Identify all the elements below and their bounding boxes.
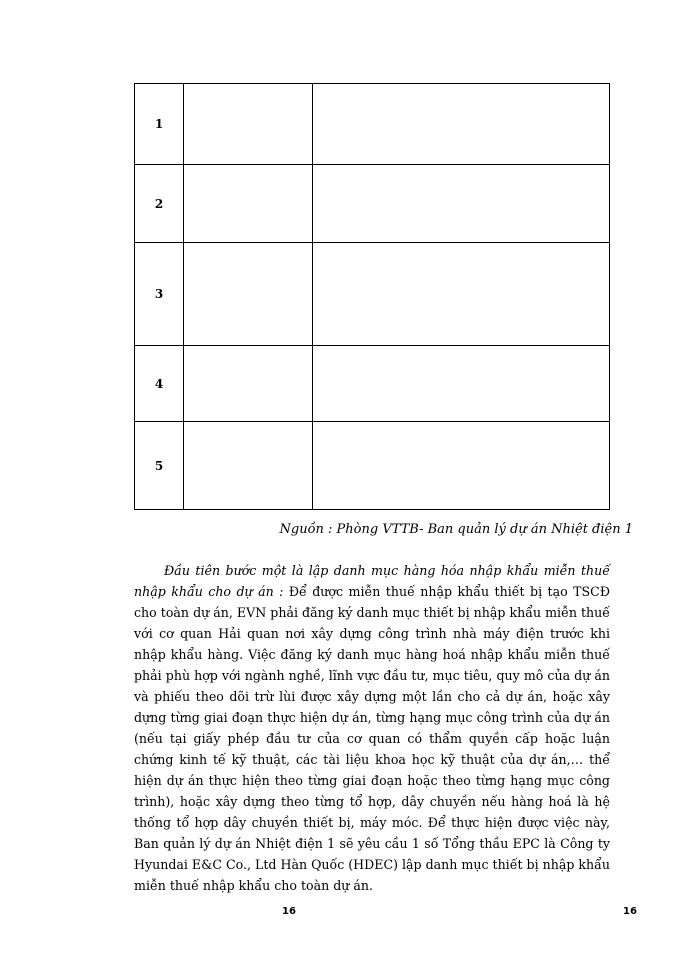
row-number: 4 (135, 346, 184, 422)
paragraph-body: Để được miễn thuế nhập khẩu thiết bị tạo TSCĐ cho toàn dự án, EVN phải đăng ký danh mục thiết bị nhập khẩu miễn thuế với cơ quan Hải quan nơi xây dựng công trình nhà máy điện trước khi nhập khẩu hàng. Việc đăng ký danh mục hàng hoá nhập khẩu miễn thuế phải phù hợp với ngành nghề, lĩnh vực đầu tư, mục tiêu, quy mô của dự án và phiếu theo dõi trừ lùi được xây dựng một lần cho cả dự án, hoặc xây dựng từng giai đoạn thực hiện dự án, từng hạng mục công trình của dự án (nếu tại giấy phép đầu tư của cơ quan có thẩm quyền cấp hoặc luận chứng kinh tế kỹ thuật, các tài liệu khoa học kỹ thuật của dự án,… thể hiện dự án thực hiện theo từng giai đoạn hoặc theo từng hạng mục công trình), hoặc xây dựng theo từng tổ hợp, dây chuyền nếu hàng hoá là hệ thống tổ hợp dây chuyền thiết bị, máy móc. Để thực hiện được việc này, Ban quản lý dự án Nhiệt điện 1 sẽ yêu cầu 1 số Tổng thầu EPC là Công ty Hyundai E&C Co., Ltd Hàn Quốc (HDEC) lập danh mục thiết bị nhập khẩu miễn thuế nhập khẩu cho toàn dự án. (134, 584, 610, 893)
table-row (135, 422, 610, 510)
table-row (135, 84, 610, 165)
table-cell (313, 422, 610, 510)
page-number-right: 16 (623, 906, 637, 917)
table-cell (184, 243, 313, 346)
row-number: 5 (135, 422, 184, 510)
table-cell (184, 165, 313, 243)
table-cell (184, 422, 313, 510)
page-number: 16 (282, 906, 296, 917)
row-number: 1 (135, 84, 184, 165)
paragraph-lead: Đầu tiên bước một là lập danh mục hàng hóa nhập khẩu miễn thuế nhập khẩu cho dự án : (134, 563, 610, 599)
table-row (135, 243, 610, 346)
table-cell (184, 84, 313, 165)
table-source-caption: Nguồn : Phòng VTTB- Ban quản lý dự án Nhiệt điện 1 (279, 522, 633, 537)
table-cell (313, 346, 610, 422)
table-cell (313, 84, 610, 165)
table-row (135, 165, 610, 243)
table-row (135, 346, 610, 422)
body-paragraph (134, 560, 610, 896)
table-cell (313, 165, 610, 243)
row-number: 3 (135, 243, 184, 346)
table-cell (313, 243, 610, 346)
steps-table (134, 83, 610, 510)
table-cell (184, 346, 313, 422)
row-number: 2 (135, 165, 184, 243)
